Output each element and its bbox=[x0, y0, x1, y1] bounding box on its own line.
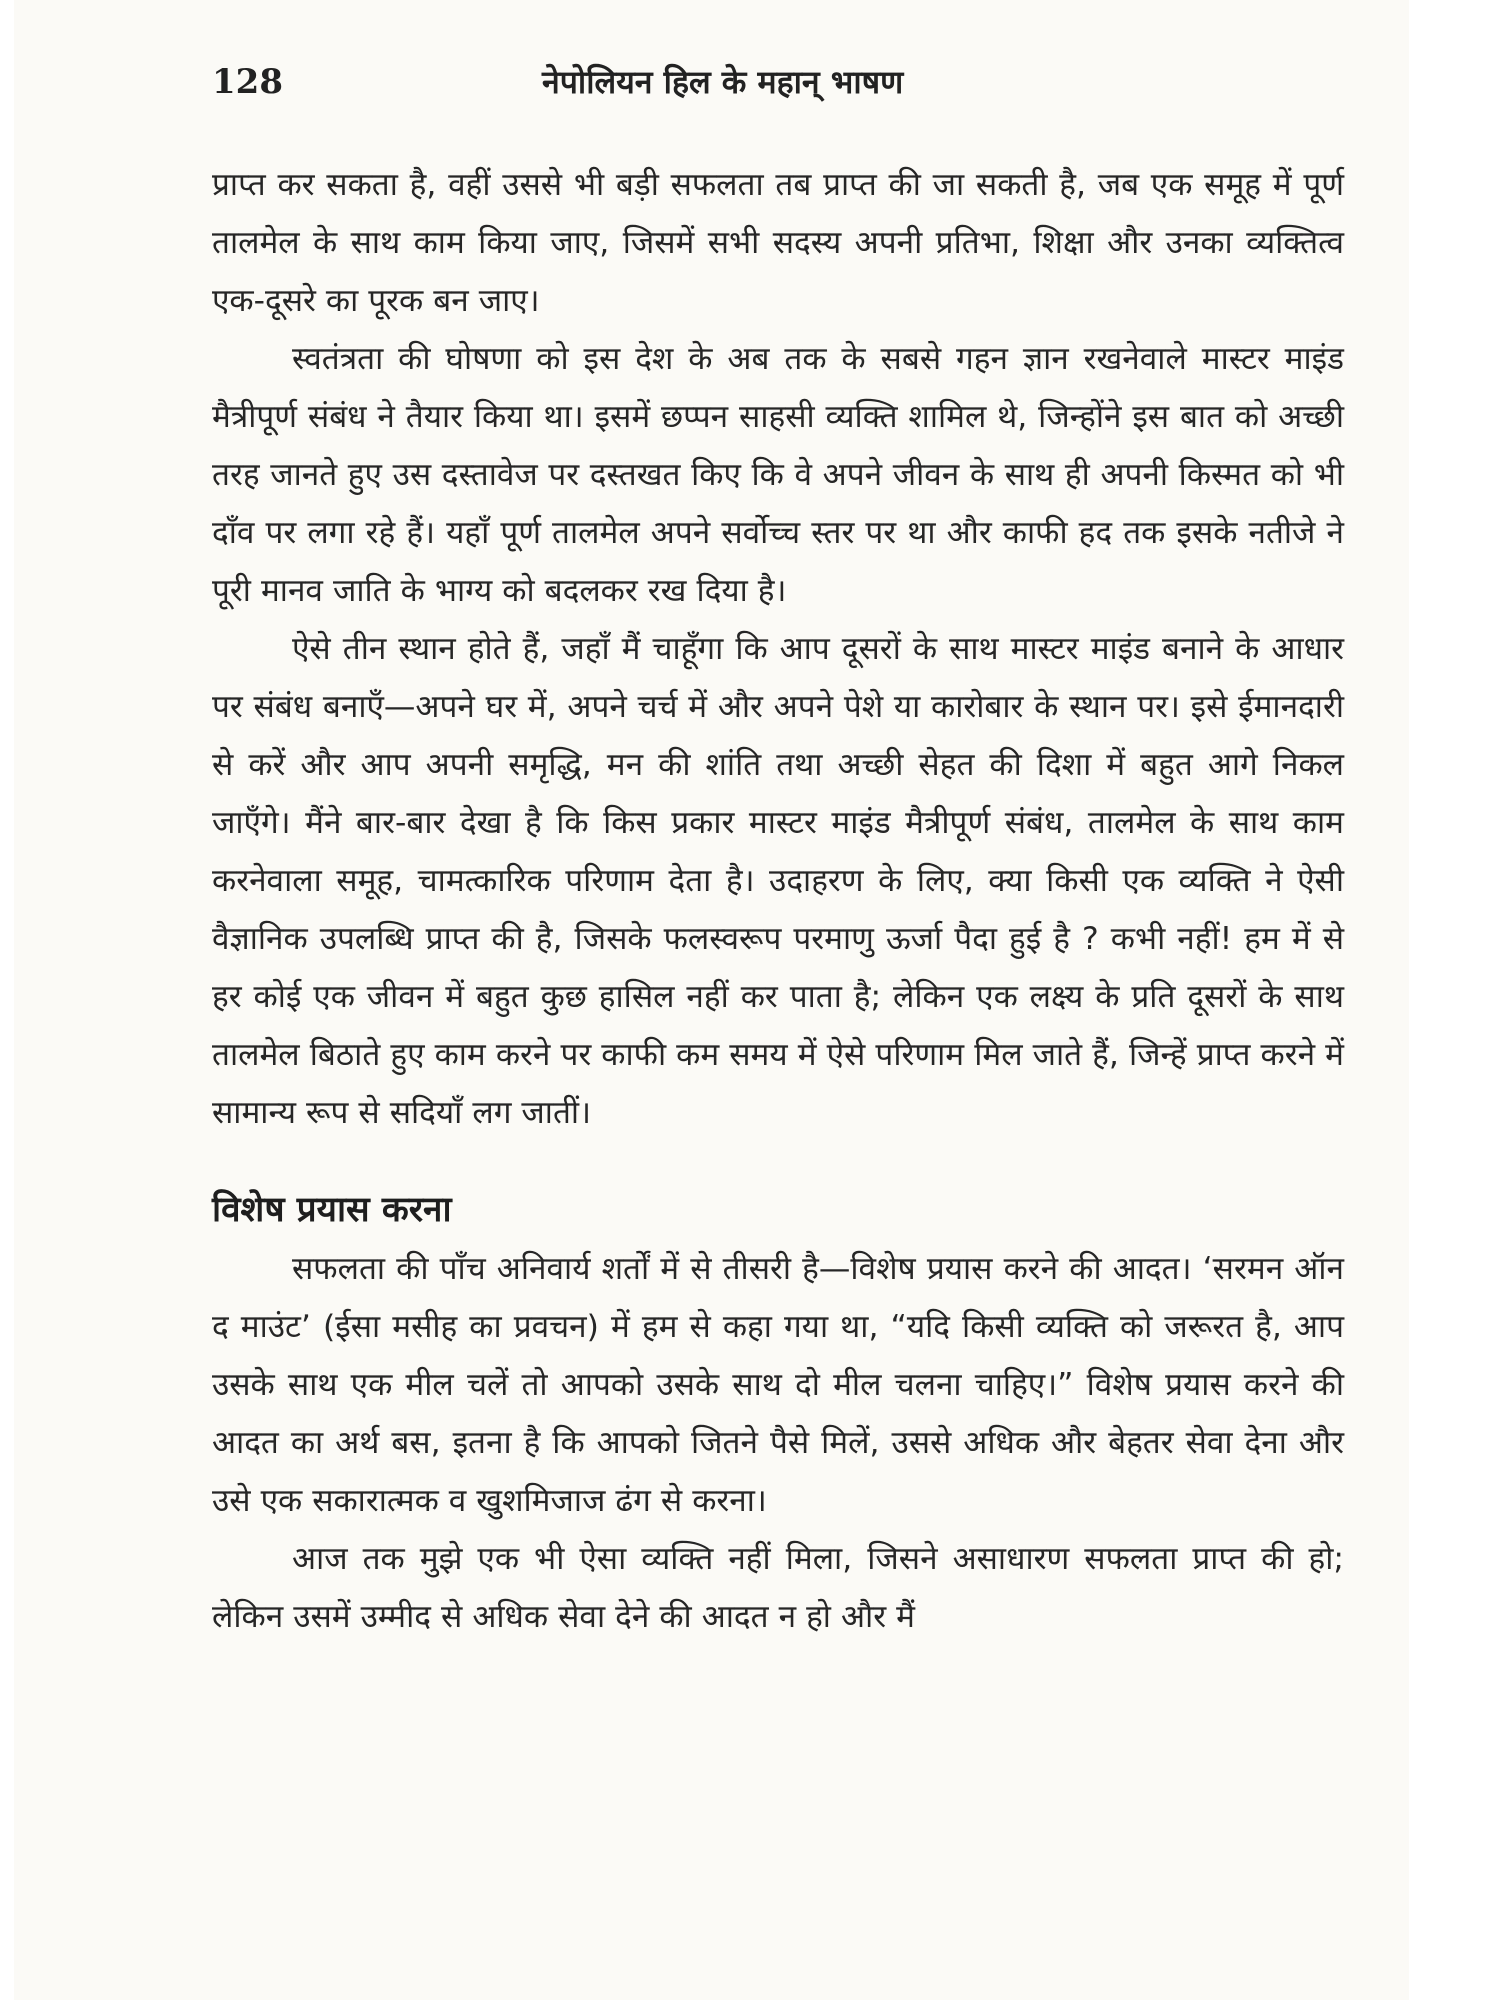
paragraph-3: ऐसे तीन स्थान होते हैं, जहाँ मैं चाहूँगा कि आप दूसरों के साथ मास्टर माइंड बनाने के आधार पर संबंध बनाएँ—अपने घर में, अपने चर्च में और अपने पेशे या कारोबार के स्थान पर। इसे ईमानदारी से करें और आप अपनी समृद्धि, मन की शांति तथा अच्छी सेहत की दिशा में बहुत आगे निकल जाएँगे। मैंने बार-बार देखा है कि किस प्रकार मास्टर माइंड मैत्रीपूर्ण संबंध, तालमेल के साथ काम करनेवाला समूह, चामत्कारिक परिणाम देता है। उदाहरण के लिए, क्या किसी एक व्यक्ति ने ऐसी वैज्ञानिक उपलब्धि प्राप्त की है, जिसके फलस्वरूप परमाणु ऊर्जा पैदा हुई है ? कभी नहीं! हम में से हर कोई एक जीवन में बहुत कुछ हासिल नहीं कर पाता है; लेकिन एक लक्ष्य के प्रति दूसरों के साथ तालमेल बिठाते हुए काम करने पर काफी कम समय में ऐसे परिणाम मिल जाते हैं, जिन्हें प्राप्त करने में सामान्य रूप से सदियाँ लग जातीं। bbox=[212, 631, 1344, 1131]
paragraph-2: स्वतंत्रता की घोषणा को इस देश के अब तक के सबसे गहन ज्ञान रखनेवाले मास्टर माइंड मैत्रीपूर्ण संबंध ने तैयार किया था। इसमें छप्पन साहसी व्यक्ति शामिल थे, जिन्होंने इस बात को अच्छी तरह जानते हुए उस दस्तावेज पर दस्तखत किए कि वे अपने जीवन के साथ ही अपनी किस्मत को भी दाँव पर लगा रहे हैं। यहाँ पूर्ण तालमेल अपने सर्वोच्च स्तर पर था और काफी हद तक इसके नतीजे ने पूरी मानव जाति के भाग्य को बदलकर रख दिया है। bbox=[212, 341, 1344, 609]
section-paragraph-1: सफलता की पाँच अनिवार्य शर्तों में से तीसरी है—विशेष प्रयास करने की आदत। ‘सरमन ऑन द माउंट’ (ईसा मसीह का प्रवचन) में हम से कहा गया था, “यदि किसी व्यक्ति को जरूरत है, आप उसके साथ एक मील चलें तो आपको उसके साथ दो मील चलना चाहिए।” विशेष प्रयास करने की आदत का अर्थ बस, इतना है कि आपको जितने पैसे मिलें, उससे अधिक और बेहतर सेवा देना और उसे एक सकारात्मक व खुशमिजाज ढंग से करना। bbox=[212, 1251, 1344, 1519]
page-header bbox=[212, 52, 1342, 112]
section-paragraph-2: आज तक मुझे एक भी ऐसा व्यक्ति नहीं मिला, जिसने असाधारण सफलता प्राप्त की हो; लेकिन उसमें उम्मीद से अधिक सेवा देने की आदत न हो और मैं bbox=[212, 1541, 1344, 1635]
body-text bbox=[212, 156, 1344, 1646]
page-number: 128 bbox=[212, 62, 283, 102]
paragraph-1: प्राप्त कर सकता है, वहीं उससे भी बड़ी सफलता तब प्राप्त की जा सकती है, जब एक समूह में पूर्ण तालमेल के साथ काम किया जाए, जिसमें सभी सदस्य अपनी प्रतिभा, शिक्षा और उनका व्यक्तित्व एक-दूसरे का पूरक बन जाए। bbox=[212, 167, 1344, 319]
running-title: नेपोलियन हिल के महान् भाषण bbox=[542, 63, 904, 101]
section-heading: विशेष प्रयास करना bbox=[212, 1190, 452, 1230]
